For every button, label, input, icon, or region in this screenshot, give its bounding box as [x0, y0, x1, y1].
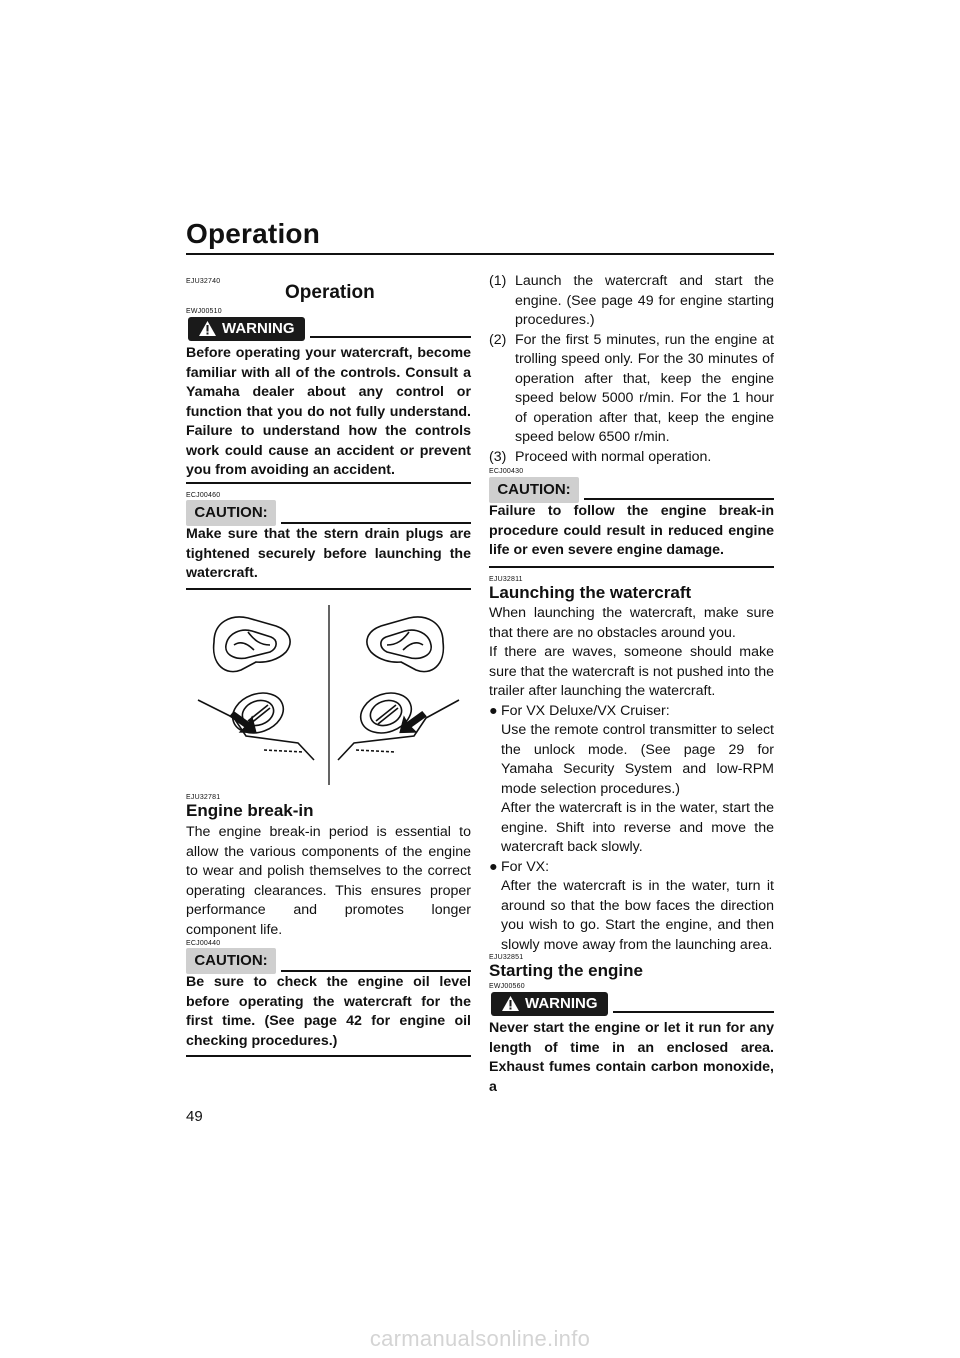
warning2-label: WARNING — [525, 995, 598, 1012]
bullet-dot: ● — [489, 858, 498, 875]
warning2-badge — [491, 992, 608, 1016]
warning2-text: Never start the engine or let it run for any length of time in an enclosed area. Exhaust fumes contain carbon monoxide, a — [489, 1020, 774, 1095]
caution2-rule — [281, 970, 471, 972]
step-number: (3) — [489, 448, 507, 465]
caution3-rule — [584, 498, 774, 500]
bullet-title: For VX Deluxe/VX Cruiser: — [501, 702, 670, 719]
bullet-text: After the watercraft is in the water, turn it around so that the bow faces the direction you wish to go. Start the engine, and then slowly move away from the launching area. — [501, 878, 774, 953]
step-number: (2) — [489, 331, 507, 348]
bullet-text: Use the remote control transmitter to select the unlock mode. (See page 29 for Yamaha Security System and low-RPM mode selection procedures.) — [501, 722, 774, 797]
step-text: For the first 5 minutes, run the engine at trolling speed only. For the 30 minutes of operation after that, keep the engine speed below 5000 r/min. For the 1 hour of operation after that, keep the engine speed below 6500 r/min. — [515, 331, 774, 445]
stern-drain-plugs-illustration — [186, 600, 471, 790]
launching-paragraph: If there are waves, someone should make sure that the watercraft is not pushed into the trailer after launching the watercraft. — [489, 644, 774, 699]
starting-heading: Starting the engine — [489, 961, 643, 980]
break-in-heading: Engine break-in — [186, 801, 314, 820]
page-number: 49 — [186, 1108, 203, 1125]
page-header-title: Operation — [186, 218, 321, 249]
step-number: (1) — [489, 273, 507, 289]
caution2-code: ECJ00440 — [186, 940, 221, 947]
bullet-vx-deluxe — [489, 702, 774, 858]
step-text: Launch the watercraft and start the engine. (See page 49 for engine starting procedures.) — [515, 273, 774, 328]
warning-badge — [188, 317, 305, 341]
caution3-end-rule — [489, 566, 774, 568]
caution-badge: CAUTION: — [186, 500, 276, 526]
bullet-text: After the watercraft is in the water, start the engine. Shift into reverse and move the watercraft back slowly. — [501, 800, 774, 855]
caution2-text: Be sure to check the engine oil level before operating the watercraft for the first time. (See page 42 for engine oil checking procedures.) — [186, 974, 471, 1049]
bullet-vx — [489, 858, 774, 956]
caution-rule — [281, 522, 471, 524]
step-text: Proceed with normal operation. — [515, 448, 712, 465]
break-in-code: EJU32781 — [186, 794, 221, 801]
break-in-text: The engine break-in period is essential to allow the various components of the engine to wear and polish themselves to the correct operating clearances. This ensures proper performance and promotes longer component life. — [186, 824, 471, 938]
warning-triangle-icon — [198, 320, 217, 337]
warning-triangle-icon — [501, 995, 520, 1012]
caution-code: ECJ00460 — [186, 492, 221, 499]
warning2-code: EWJ00560 — [489, 983, 525, 990]
launching-paragraph: When launching the watercraft, make sure that there are no obstacles around you. — [489, 605, 774, 641]
list-item — [489, 331, 774, 448]
warning2-rule — [613, 1011, 774, 1013]
bullet-title: For VX: — [501, 858, 550, 875]
section-title: Operation — [285, 282, 375, 303]
warning-label: WARNING — [222, 320, 295, 337]
watermark: carmanualsonline.info — [369, 1326, 591, 1351]
caution2-end-rule — [186, 1055, 471, 1057]
caution3-badge: CAUTION: — [489, 477, 579, 503]
warning-code: EWJ00510 — [186, 308, 222, 315]
launching-heading: Launching the watercraft — [489, 583, 692, 602]
caution-text: Make sure that the stern drain plugs are tightened securely before launching the watercraft. — [186, 526, 471, 581]
caution-end-rule — [186, 588, 471, 590]
warning-rule — [310, 336, 471, 338]
list-item — [489, 448, 774, 468]
launching-body — [489, 604, 774, 955]
section-code: EJU32740 — [186, 278, 221, 285]
caution2-badge: CAUTION: — [186, 948, 276, 974]
caution3-text: Failure to follow the engine break-in procedure could result in reduced engine life or even severe engine damage. — [489, 503, 774, 558]
starting-code: EJU32851 — [489, 954, 524, 961]
list-item — [489, 272, 774, 331]
header-rule — [186, 253, 774, 255]
caution3-code: ECJ00430 — [489, 468, 524, 475]
break-in-steps — [489, 272, 774, 467]
warning-text: Before operating your watercraft, become familiar with all of the controls. Consult a Yamaha dealer about any control or function that you do not fully understand. Failure to understand how the controls work could cause an accident or prevent you from avoiding an accident. — [186, 345, 471, 478]
launching-code: EJU32811 — [489, 576, 523, 583]
warning-end-rule — [186, 482, 471, 484]
bullet-dot: ● — [489, 702, 498, 719]
